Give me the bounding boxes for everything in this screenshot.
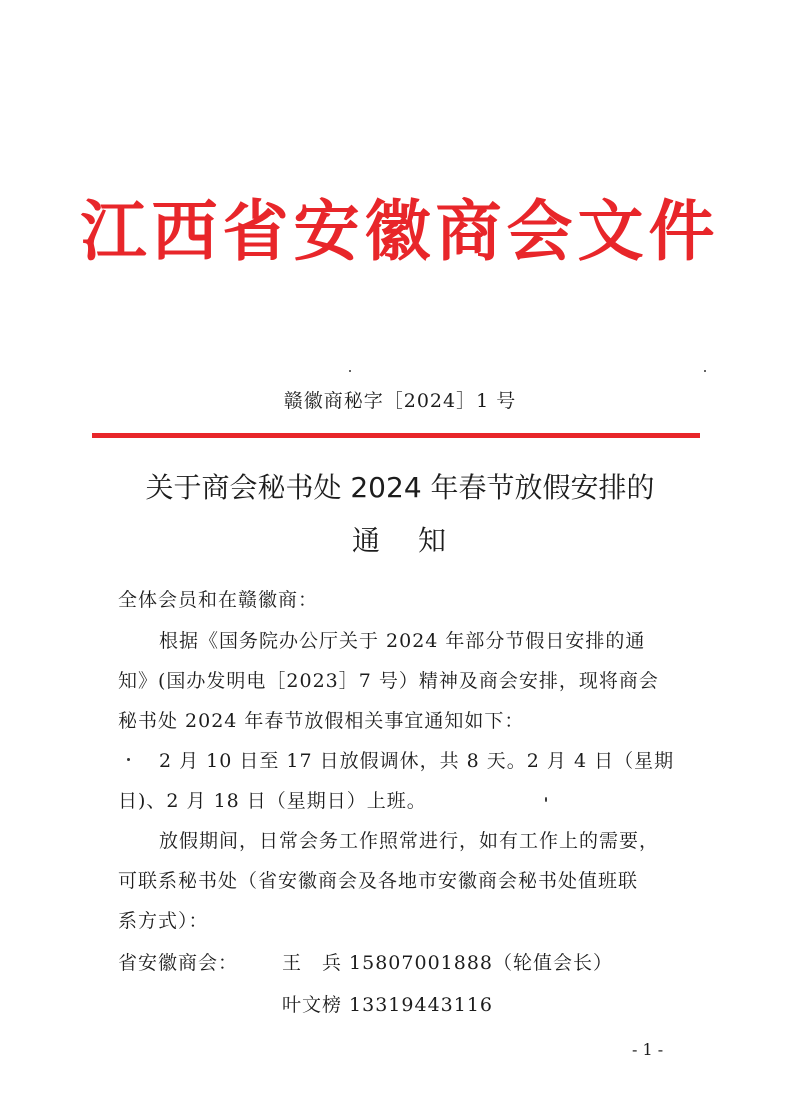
paragraph-1-line-2: 知》(国办发明电［2023］7 号）精神及商会安排，现将商会 [118, 670, 659, 692]
document-number: 赣徽商秘字［2024］1 号 [283, 390, 517, 412]
scan-speck [349, 370, 351, 372]
paragraph-2-line-2: 日)、2 月 18 日（星期日）上班。 [118, 790, 427, 812]
contact-label: 省安徽商会： [118, 952, 239, 974]
paragraph-3-line-1: 放假期间，日常会务工作照常进行，如有工作上的需要， [159, 830, 660, 852]
paragraph-1-line-3: 秘书处 2024 年春节放假相关事宜通知如下： [118, 710, 525, 732]
paragraph-3-line-2: 可联系秘书处（省安徽商会及各地市安徽商会秘书处值班联 [118, 870, 639, 892]
contact-line-1: 王 兵 15807001888（轮值会长） [282, 952, 614, 974]
paragraph-1-line-1: 根据《国务院办公厅关于 2024 年部分节假日安排的通 [159, 630, 646, 652]
red-divider-line [92, 433, 700, 438]
document-header-title: 江西省安徽商会文件 [80, 192, 720, 270]
contact-line-2: 叶文榜 13319443116 [282, 994, 494, 1016]
scan-speck [127, 758, 130, 761]
notice-title-char-2: 知 [418, 524, 449, 557]
scan-speck [704, 370, 706, 372]
paragraph-3-line-3: 系方式）： [118, 910, 209, 932]
notice-title-line-1: 关于商会秘书处 2024 年春节放假安排的 [145, 471, 655, 504]
notice-title-char-1: 通 [351, 524, 382, 557]
salutation: 全体会员和在赣徽商： [118, 589, 319, 611]
paragraph-2-line-1: 2 月 10 日至 17 日放假调休，共 8 天。2 月 4 日（星期 [159, 750, 675, 772]
scan-speck [545, 797, 547, 802]
page-number: - 1 - [632, 1040, 664, 1059]
notice-title-line-2 [0, 519, 800, 559]
